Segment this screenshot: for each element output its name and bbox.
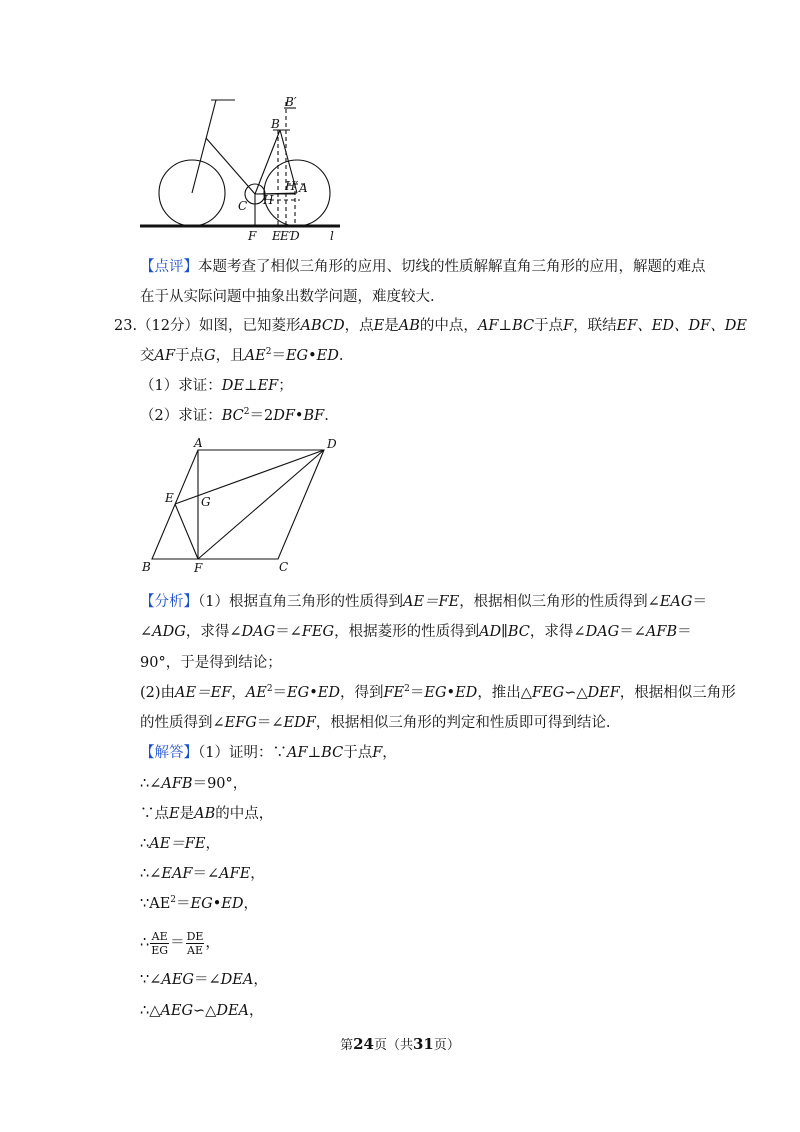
label-e2: E	[165, 491, 174, 505]
fraction-ae-eg: $\frac{AE}{EG}$	[151, 929, 169, 957]
analysis-tag: 【分析】	[140, 594, 198, 610]
solution-tag: 【解答】	[140, 745, 198, 761]
problem-line-2: 交AF于点G，且$AE^2=EG•ED$.	[140, 347, 344, 364]
label-a2: A	[194, 436, 203, 450]
label-c: C	[238, 199, 248, 213]
problem-part-2: （2）求证：$BC^2=2DF•BF$.	[140, 407, 329, 424]
solution-line-3: ∵点E是AB的中点，	[140, 806, 274, 822]
fraction-de-ae: $\frac{DE}{AE}$	[186, 929, 204, 957]
solution-line-7: ∴ $\frac{AE}{EG}$ ＝ $\frac{DE}{AE}$ ，	[140, 929, 220, 957]
label-d: D	[290, 229, 300, 243]
analysis-line-3: 90°，于是得到结论；	[140, 655, 282, 671]
page-total: 31	[413, 1035, 434, 1053]
solution-line-2: ∴∠AFB＝90°，	[140, 776, 248, 792]
label-e-prime: E′	[280, 229, 292, 243]
analysis-line-5: 的性质得到∠EFG＝∠EDF，根据相似三角形的判定和性质即可得到结论.	[140, 715, 611, 731]
label-b2: B	[142, 560, 151, 574]
label-f2: F	[194, 561, 203, 575]
solution-line-8: ∵∠AEG＝∠DEA，	[140, 972, 268, 988]
page-number: 24	[353, 1035, 374, 1053]
problem-line-1: 23.（12分）如图，已知菱形ABCD，点E是AB的中点，AF⊥BC于点F，联结EF、ED、DF、DE	[114, 318, 747, 334]
label-h: H	[263, 193, 274, 207]
solution-line-4: ∴AE＝FE，	[140, 836, 220, 852]
label-e: E	[272, 229, 281, 243]
solution-line-1: 【解答】（1）证明：∵AF⊥BC于点F，	[140, 745, 397, 761]
label-g2: G	[201, 495, 211, 509]
label-d2: D	[327, 437, 337, 451]
label-b-prime: B′	[285, 95, 297, 109]
analysis-line-4: (2)由AE＝EF，$AE^2=EG•ED$，得到$FE^2=EG•ED$，推出△FEG∽△DEF，根据相似三角形	[140, 684, 736, 701]
label-a: A	[299, 181, 308, 195]
solution-line-9: ∴△AEG∽△DEA，	[140, 1003, 264, 1019]
review-line-1: 【点评】本题考查了相似三角形的应用、切线的性质解解直角三角形的应用，解题的难点	[140, 259, 706, 275]
bicycle-figure	[130, 90, 360, 250]
review-tag: 【点评】	[140, 259, 198, 275]
analysis-line-2: ∠ADG，求得∠DAG＝∠FEG，根据菱形的性质得到AD∥BC，求得∠DAG＝∠AFB＝	[140, 624, 692, 640]
label-f: F	[248, 229, 257, 243]
review-line-2: 在于从实际问题中抽象出数学问题，难度较大.	[140, 289, 435, 305]
problem-part-1: （1）求证：DE⊥EF；	[140, 378, 293, 394]
solution-line-5: ∴∠EAF＝∠AFE，	[140, 866, 265, 882]
label-b1: B	[271, 117, 280, 131]
page-footer: 第24页（共31页）	[340, 1035, 460, 1053]
label-c2: C	[279, 560, 289, 574]
label-h-prime: H′	[285, 179, 299, 193]
label-l: l	[330, 229, 334, 243]
analysis-line-1: 【分析】（1）根据直角三角形的性质得到AE＝FE，根据相似三角形的性质得到∠EAG＝	[140, 594, 707, 610]
rhombus-figure	[138, 434, 348, 579]
solution-line-6: $\because AE^2=EG•ED$，	[140, 895, 258, 912]
